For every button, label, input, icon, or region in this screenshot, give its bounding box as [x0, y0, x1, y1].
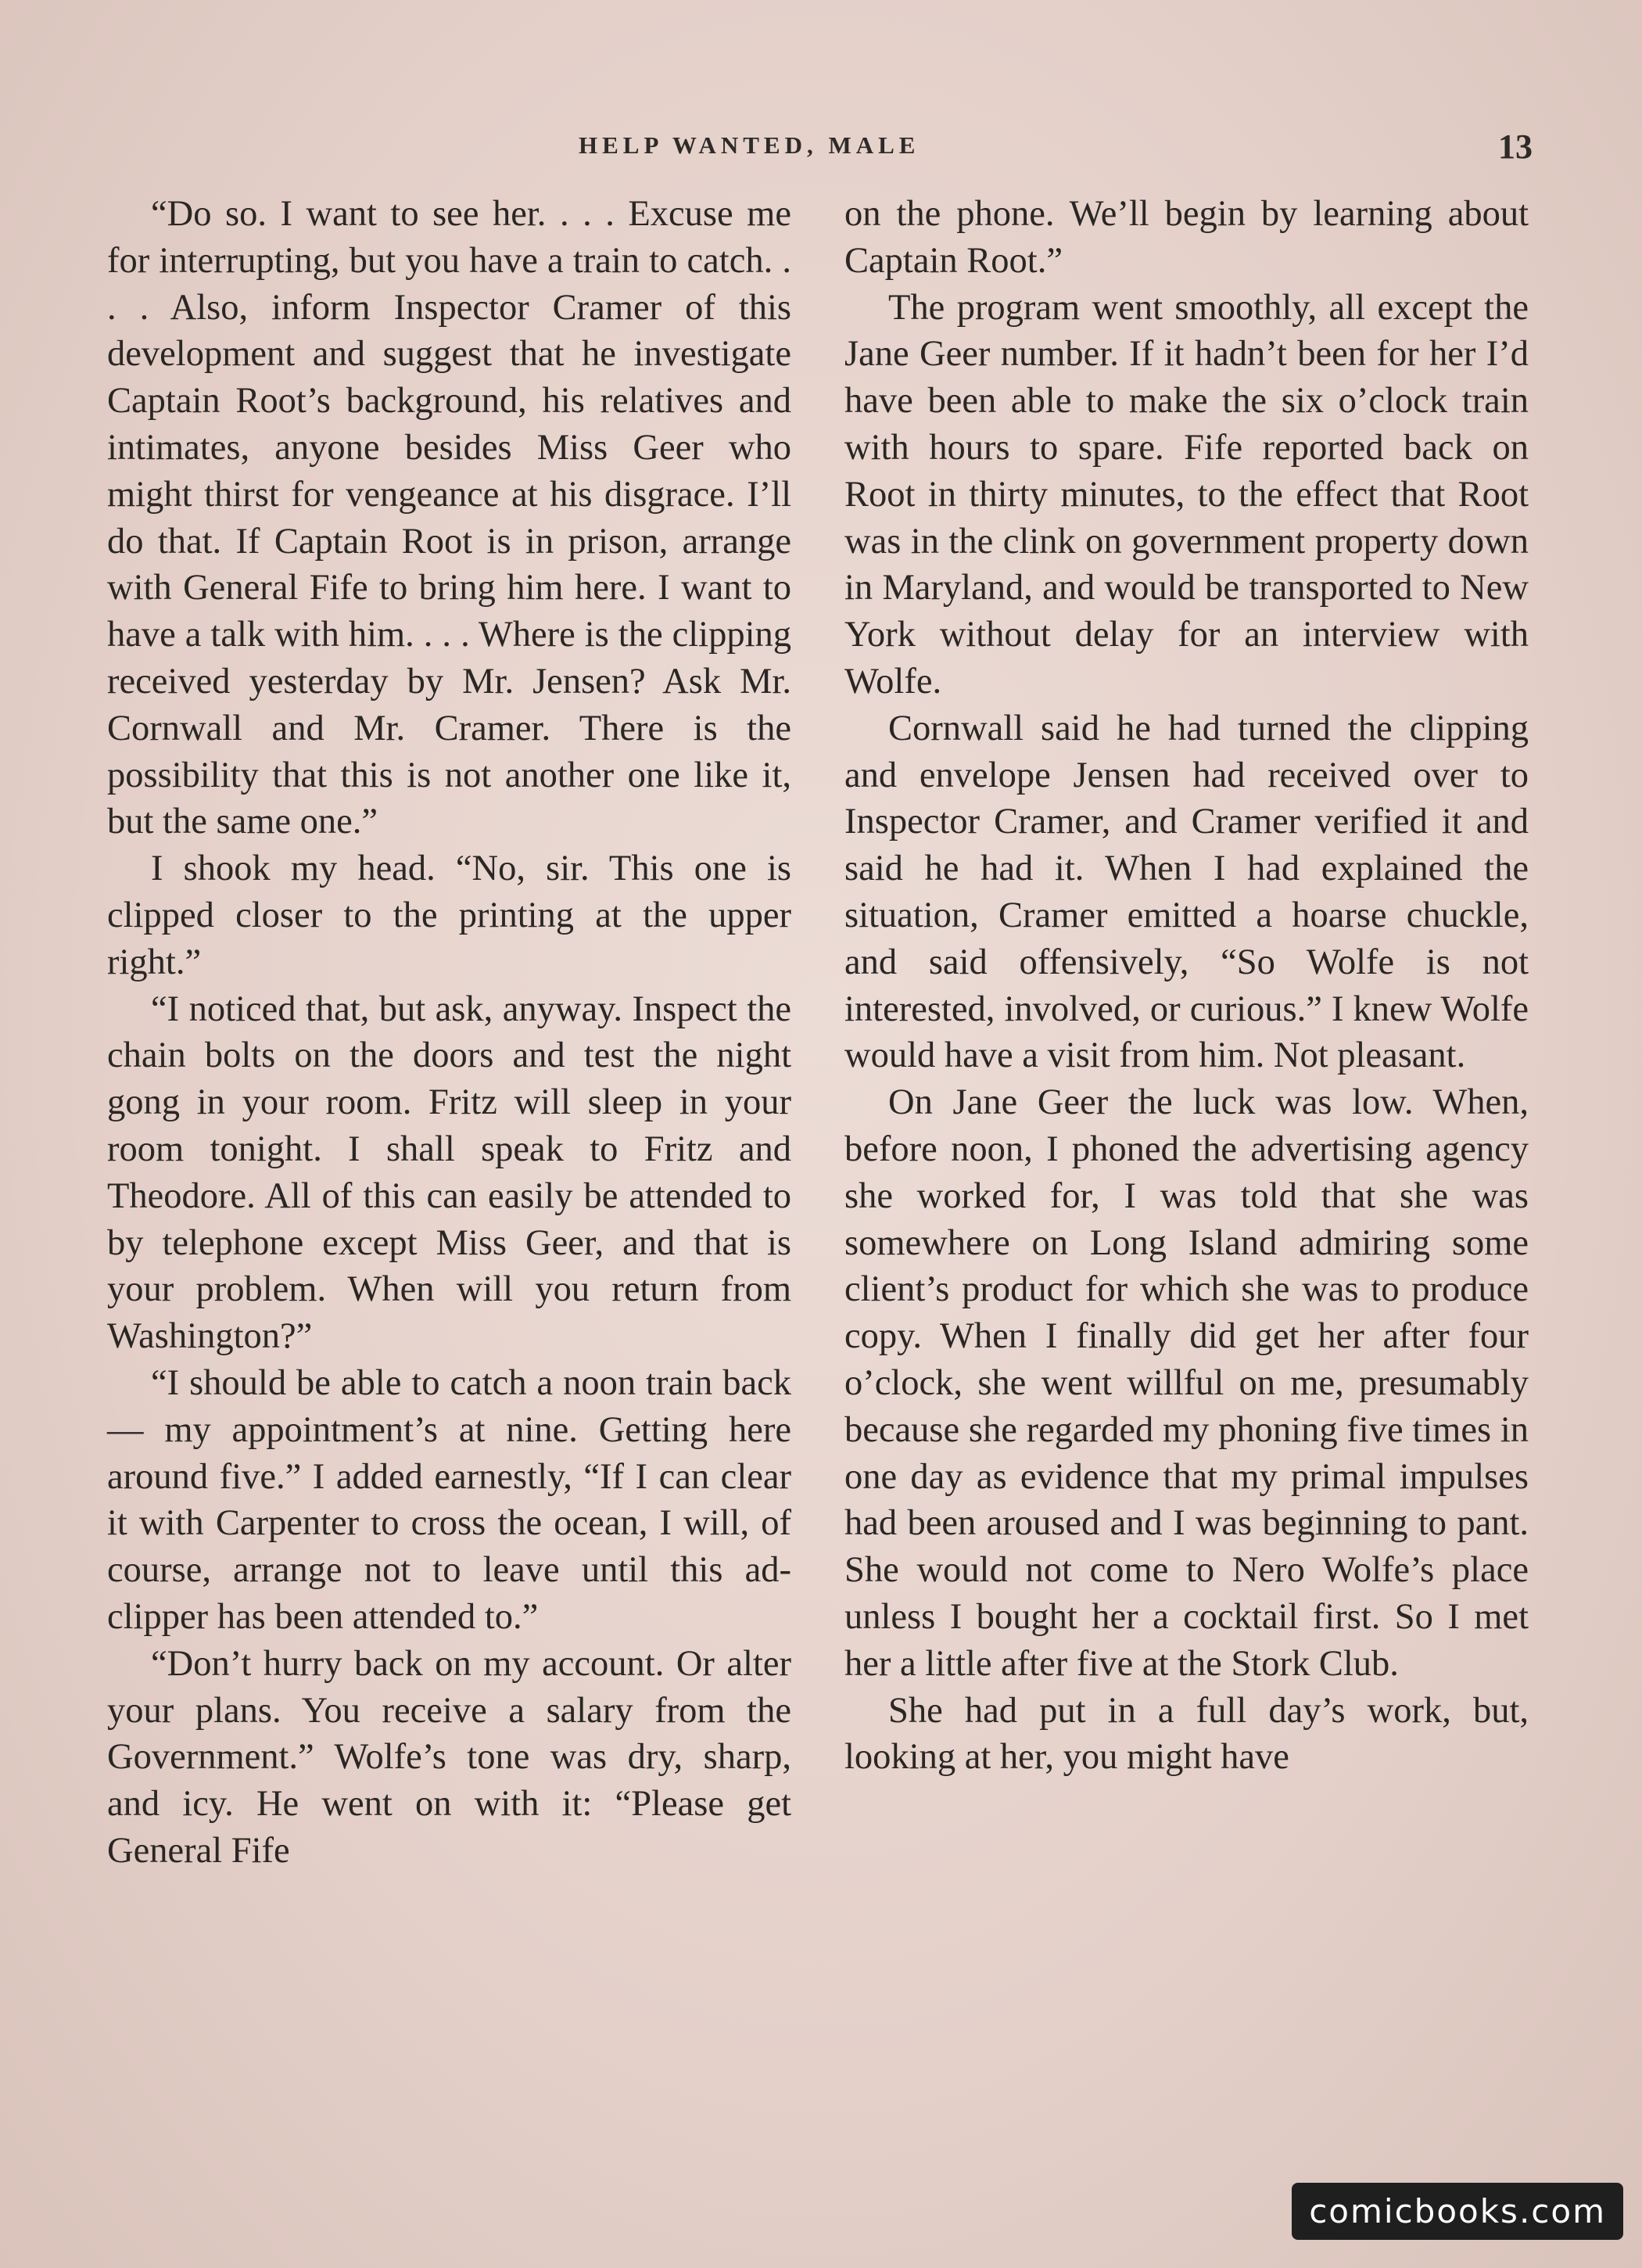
- paragraph: “I noticed that, but ask, anyway. Inspect the chain bolts on the doors and test the night gong in your room. Fritz will sleep in your room tonight. I shall speak to Fritz and Theodore. All of this can easily be attended to by telephone except Miss Geer, and that is your problem. When will you return from Washington?”: [107, 989, 791, 1357]
- paragraph: Cornwall said he had turned the clipping and envelope Jensen had received over to Inspector Cramer, and Cramer verified it and said he had it. When I had explained the situation, Cramer emitted a hoarse chuckle, and said offensively, “So Wolfe is not interested, involved, or curious.” I knew Wolfe would have a visit from him. Not pleasant.: [844, 708, 1529, 1076]
- left-column: [107, 191, 791, 1875]
- paragraph: I shook my head. “No, sir. This one is clipped closer to the printing at the upper right.”: [107, 849, 791, 982]
- paragraph: She had put in a full day’s work, but, looking at her, you might have: [844, 1690, 1529, 1778]
- paragraph: on the phone. We’ll begin by learning about Captain Root.”: [844, 194, 1529, 281]
- site-watermark: comicbooks.com: [1292, 2183, 1623, 2240]
- running-head: [0, 127, 1642, 166]
- page-number: 13: [1498, 127, 1533, 166]
- paragraph: The program went smoothly, all except the Jane Geer number. If it hadn’t been for her I’d have been able to make the six o’clock train with hours to spare. Fife reported back on Root in thirty minutes, to the effect that Root was in the clink on government property down in Maryland, and would be transported to New York without delay for an interview with Wolfe.: [844, 287, 1529, 702]
- paragraph: “Do so. I want to see her. . . . Excuse me for interrupting, but you have a train to catch. . . . Also, inform Inspector Cramer of this development and suggest that he investigate Captain Root’s background, his relatives and intimates, anyone besides Miss Geer who might thirst for vengeance at his disgrace. I’ll do that. If Captain Root is in prison, arrange with General Fife to bring him here. I want to have a talk with him. . . . Where is the clipping received yesterday by Mr. Jensen? Ask Mr. Cornwall and Mr. Cramer. There is the possibility that this is not another one like it, but the same one.”: [107, 194, 791, 842]
- paragraph: On Jane Geer the luck was low. When, before noon, I phoned the advertising agency she worked for, I was told that she was somewhere on Long Island admiring some client’s product for which she was to produce copy. When I finally did get her after four o’clock, she went willful on me, presumably because she regarded my phoning five times in one day as evidence that my primal impulses had been aroused and I was beginning to pant. She would not come to Nero Wolfe’s place unless I bought her a cocktail first. So I met her a little after five at the Stork Club.: [844, 1082, 1529, 1684]
- right-column: [844, 191, 1529, 1781]
- running-title: HELP WANTED, MALE: [579, 131, 920, 159]
- paragraph: “I should be able to catch a noon train back — my appointment’s at nine. Getting here around five.” I added earnestly, “If I can clear it with Carpenter to cross the ocean, I will, of course, arrange not to leave until this ad-clipper has been attended to.”: [107, 1362, 791, 1637]
- paragraph: “Don’t hurry back on my account. Or alter your plans. You receive a salary from the Government.” Wolfe’s tone was dry, sharp, and icy. He went on with it: “Please get General Fife: [107, 1643, 791, 1871]
